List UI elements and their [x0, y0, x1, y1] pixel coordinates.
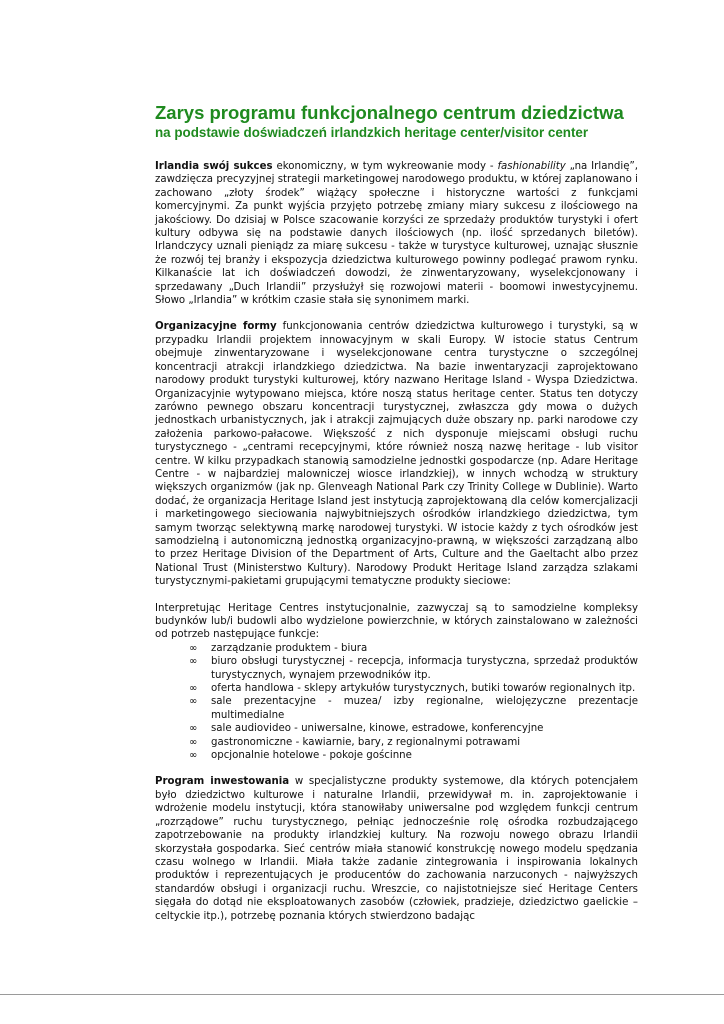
infinity-bullet-icon: ∞ — [189, 723, 198, 735]
list-item — [155, 695, 638, 722]
paragraph-emphasis: fashionability — [497, 161, 566, 172]
list-item-text: opcjonalnie hotelowe - pokoje gościnne — [211, 750, 412, 762]
paragraph-functions-intro: Interpretując Heritage Centres instytucjonalnie, zazwyczaj są to samodzielne kompleksy budynków lub/i budowli albo wydzielone powierzchnie, w których zainstalowano w zależności od potrzeb następujące funkcje: — [155, 602, 638, 641]
footer-divider — [0, 994, 724, 995]
list-item-text: biuro obsługi turystycznej - recepcja, informacja turystyczna, sprzedaż produktów turystycznych, wynajem przewodników itp. — [211, 656, 638, 681]
list-item-text: sale audiovideo - uniwersalne, kinowe, estradowe, konferencyjne — [211, 723, 544, 735]
paragraph-text: „na Irlandię”, zawdzięcza precyzyjnej strategii marketingowej narodowego produktu, w której zaplanowano i zachowano „złoty środek” wiążący społeczne i historyczne wartości z funkcjami komercyjnymi. Za punkt wyjścia przyjęto potrzebę zmiany miary sukcesu z ilościowego na jakościowy. Do dzisiaj w Polsce szacowanie korzyści ze sprzedaży produktów turystyki i ofert kultury odbywa się na podstawie danych ilościowych (np. ilość sprzedanych biletów). Irlandczycy uznali pieniądz za miarę sukcesu - także w turystyce kulturowej, uznając słusznie że rozwój tej branży i ekspozycja dziedzictwa kulturowego powinny podlegać prawom rynku. Kilkanaście lat ich doświadczeń dowodzi, że zinwentaryzowany, wyselekcjonowany i sprzedawany „Duch Irlandii” przysłużył się rozwojowi materii - boomowi inwestycyjnemu. Słowo „Irlandia” w krótkim czasie stała się synonimem marki. — [155, 161, 638, 307]
list-item — [155, 749, 638, 762]
paragraph-success — [155, 160, 638, 307]
paragraph-text: w specjalistyczne produkty systemowe, dla których potencjałem było dziedzictwo kulturowe i naturalne Irlandii, przewidywał m. in. zaprojektowanie i wdrożenie modelu instytucji, która stanowiłaby uniwersalne pod względem funkcji centrum „rozrządowe” ruchu turystycznego, pełniąc jednocześnie rolę ośrodka rozbudzającego zapotrzebowanie na produkty irlandzkiej kultury. Na rozwoju nowego obrazu Irlandii skorzystała gospodarka. Sieć centrów miała stanowić konstrukcję nowego modelu spędzania czasu wolnego w Irlandii. Miała także zadanie zintegrowania i inspirowania lokalnych produktów i reprezentujących je producentów do zachowania narzuconych - najwyższych standardów obsługi i organizacji ruchu. Wreszcie, co najistotniejsze sieć Heritage Centers sięgała do dotąd nie eksploatowanych zasobów (człowiek, pradzieje, dziedzictwo gaelickie – celtyckie itp.), potrzebę poznania których stwierdzono badając — [155, 776, 638, 922]
paragraph-organization — [155, 320, 638, 588]
infinity-bullet-icon: ∞ — [189, 696, 198, 708]
list-item-text: oferta handlowa - sklepy artykułów turystycznych, butiki towarów regionalnych itp. — [211, 683, 636, 695]
list-item — [155, 722, 638, 735]
infinity-bullet-icon: ∞ — [189, 656, 198, 668]
infinity-bullet-icon: ∞ — [189, 736, 198, 748]
list-item — [155, 736, 638, 749]
functions-list — [155, 642, 638, 763]
paragraph-lead: Organizacyjne formy — [155, 321, 277, 333]
list-item-text: sale prezentacyjne - muzea/ izby regionalne, wielojęzyczne prezentacje multimedialne — [211, 696, 638, 721]
infinity-bullet-icon: ∞ — [189, 642, 198, 654]
list-item-text: gastronomiczne - kawiarnie, bary, z regionalnymi potrawami — [211, 736, 521, 748]
document-page — [155, 102, 638, 936]
paragraph-lead: Irlandia swój sukces — [155, 161, 273, 172]
list-item — [155, 642, 638, 655]
list-item — [155, 655, 638, 682]
list-item-text: zarządzanie produktem - biura — [211, 642, 368, 654]
infinity-bullet-icon: ∞ — [189, 683, 198, 695]
document-title: Zarys programu funkcjonalnego centrum dziedzictwa — [155, 102, 624, 123]
infinity-bullet-icon: ∞ — [189, 750, 198, 762]
paragraph-text: ekonomiczny, w tym wykreowanie mody - — [272, 161, 498, 172]
document-subtitle: na podstawie doświadczeń irlandzkich heritage center/visitor center — [155, 125, 589, 140]
paragraph-investment — [155, 775, 638, 922]
paragraph-text: funkcjonowania centrów dziedzictwa kulturowego i turystyki, są w przypadku Irlandii projektem innowacyjnym w skali Europy. W istocie status Centrum obejmuje zinwentaryzowane i wyselekcjonowane centra turystyczne o szczególnej koncentracji atrakcji irlandzkiego dziedzictwa. Na bazie inwentaryzacji zaprojektowano narodowy produkt turystyki kulturowej, który nazwano Heritage Island - Wyspa Dziedzictwa. Organizacyjnie wytypowano miejsca, które noszą status heritage center. Status ten dotyczy zarówno pewnego obszaru koncentracji turystycznej, zwłaszcza gdy mowa o dużych jednostkach urbanistycznych, jak i atrakcji zajmujących duże obszary np. parki narodowe czy założenia parkowo-pałacowe. Większość z nich dysponuje miejscami obsługi ruchu turystycznego - „centrami recepcyjnymi, które również noszą nazwę heritage - lub visitor centre. W kilku przypadkach stanowią samodzielne jednostki gospodarcze (np. Adare Heritage Centre - w najbardziej malowniczej wiosce irlandzkiej), w innych wchodzą w struktury większych organizmów (jak np. Glenveagh National Park czy Trinity College w Dublinie). Warto dodać, że organizacja Heritage Island jest instytucją zaprojektowaną dla celów komercjalizacji i marketingowego sieciowania najwybitniejszych ośrodków irlandzkiego dziedzictwa, tym samym tworząc selektywną markę narodowej turystyki. W istocie każdy z tych ośrodków jest samodzielną i autonomiczną jednostką organizacyjno-prawną, w większości zarządzaną albo to przez Heritage Division of the Department of Arts, Culture and the Gaeltacht albo przez National Trust (Ministerstwo Kultury). Narodowy Produkt Heritage Island zarządza szlakami turystycznymi-pakietami grupującymi tematyczne produkty sieciowe: — [155, 321, 639, 588]
paragraph-lead: Program inwestowania — [155, 776, 290, 788]
list-item — [155, 682, 638, 695]
